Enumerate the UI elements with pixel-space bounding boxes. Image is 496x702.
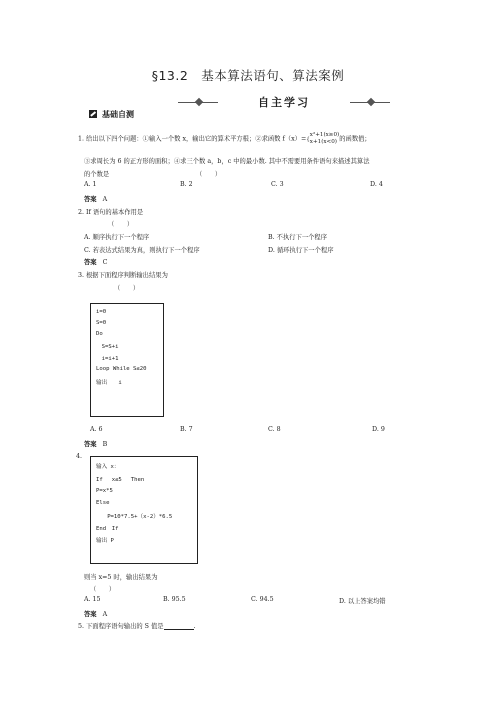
page-title: §13.2 基本算法语句、算法案例 (151, 68, 345, 83)
q3-option-b: B. 7 (180, 426, 193, 433)
q4-code-line: 输入 x： (96, 464, 120, 470)
banner-right-diamond (367, 98, 375, 106)
q4-code-line: If x≤5 Then (96, 477, 145, 483)
q2-option-b: B. 不执行下一个程序 (268, 234, 328, 241)
q1-answer-value: A (102, 196, 108, 203)
answer-label: 答案 (84, 611, 97, 618)
q3-code-line: 输出 i (96, 380, 122, 386)
q3-option-c: C. 8 (268, 426, 281, 433)
answer-label: 答案 (84, 259, 97, 266)
q3-option-a: A. 6 (90, 426, 103, 433)
q1-line2: ③求周长为 6 的正方形的面积；④求三个数 a，b，c 中的最小数. 其中不需要用条件语句来描述其算法 (84, 158, 370, 165)
q2-stem: 2. If 语句的基本作用是 (78, 209, 144, 216)
section-heading: 基础自测 (102, 110, 134, 119)
q1-answer (84, 194, 107, 203)
q1-text-b: 的函数值； (339, 135, 371, 143)
q1-paren: （ ） (196, 171, 222, 178)
q3-code-line: Do (96, 331, 103, 337)
answer-label: 答案 (84, 196, 97, 203)
q3-option-d: D. 9 (372, 426, 385, 433)
q3-stem: 3. 根据下面程序判断输出结果为 (78, 272, 168, 279)
q4-paren: （ ） (90, 586, 116, 593)
q3-answer (84, 439, 107, 448)
q1-piece-1: x²+1(x≥0) (309, 132, 340, 138)
q1-option-a: A. 1 (84, 181, 97, 188)
q1-line3: 的个数是 (84, 171, 110, 178)
q4-answer (84, 609, 107, 618)
q4-code-line: 输出 P (96, 538, 114, 544)
answer-label: 答案 (84, 441, 97, 448)
q2-option-c: C. 若表达式结果为真，则执行下一个程序 (84, 247, 200, 254)
q1-text-a: 1. 给出以下四个问题：①输入一个数 x，输出它的算术平方根；②求函数 f（x）= (78, 135, 307, 143)
q2-option-a: A. 顺序执行下一个程序 (84, 234, 150, 241)
q4-code-line: End If (96, 526, 119, 532)
q4-option-b: B. 95.5 (163, 596, 186, 603)
q4-option-c: C. 94.5 (251, 596, 274, 603)
q4-code-line: P=10*7.5+（x-2）*6.5 (96, 514, 173, 520)
q2-answer-value: C (102, 259, 108, 266)
q2-paren: （ ） (108, 221, 134, 228)
q4-option-a: A. 15 (84, 596, 101, 603)
q4-number: 4. (76, 453, 83, 460)
pencil-icon (89, 110, 97, 118)
q3-code-line: Loop While S≤20 (96, 366, 147, 372)
q4-code-line: Else (96, 500, 110, 506)
q2-option-d: D. 循环执行下一个程序 (268, 247, 334, 254)
q3-answer-value: B (102, 441, 108, 448)
q1-line1 (78, 132, 371, 146)
q3-code-line: i=0 (96, 309, 107, 315)
q3-code-line: i=i+1 (96, 356, 119, 362)
q5-stem (78, 621, 196, 630)
q1-option-c: C. 3 (271, 181, 284, 188)
q4-code-box (90, 456, 198, 564)
q5-text: 5. 下面程序语句输出的 S 值是 (78, 623, 164, 630)
q3-paren: （ ） (114, 285, 140, 292)
q4-answer-value: A (102, 611, 108, 618)
q1-piece-2: x+1(x<0) (309, 139, 337, 145)
q3-code-line: S=S+i (96, 344, 119, 350)
q1-option-b: B. 2 (180, 181, 193, 188)
q5-end: . (193, 623, 196, 630)
banner-text: 自主学习 (258, 96, 310, 109)
q2-answer (84, 257, 107, 266)
q3-code-line: S=0 (96, 320, 107, 326)
q4-option-d: D. 以上答案均错 (339, 598, 386, 605)
q4-stem: 则当 x=5 时，输出结果为 (84, 574, 158, 581)
section-banner (178, 94, 390, 110)
q1-option-d: D. 4 (370, 181, 383, 188)
q1-piecewise: {x²+1(x≥0) x+1(x<0) (306, 132, 340, 145)
banner-left-diamond (195, 98, 203, 106)
q5-answer-blank (164, 623, 194, 630)
q4-code-line: P=x*5 (96, 488, 113, 494)
